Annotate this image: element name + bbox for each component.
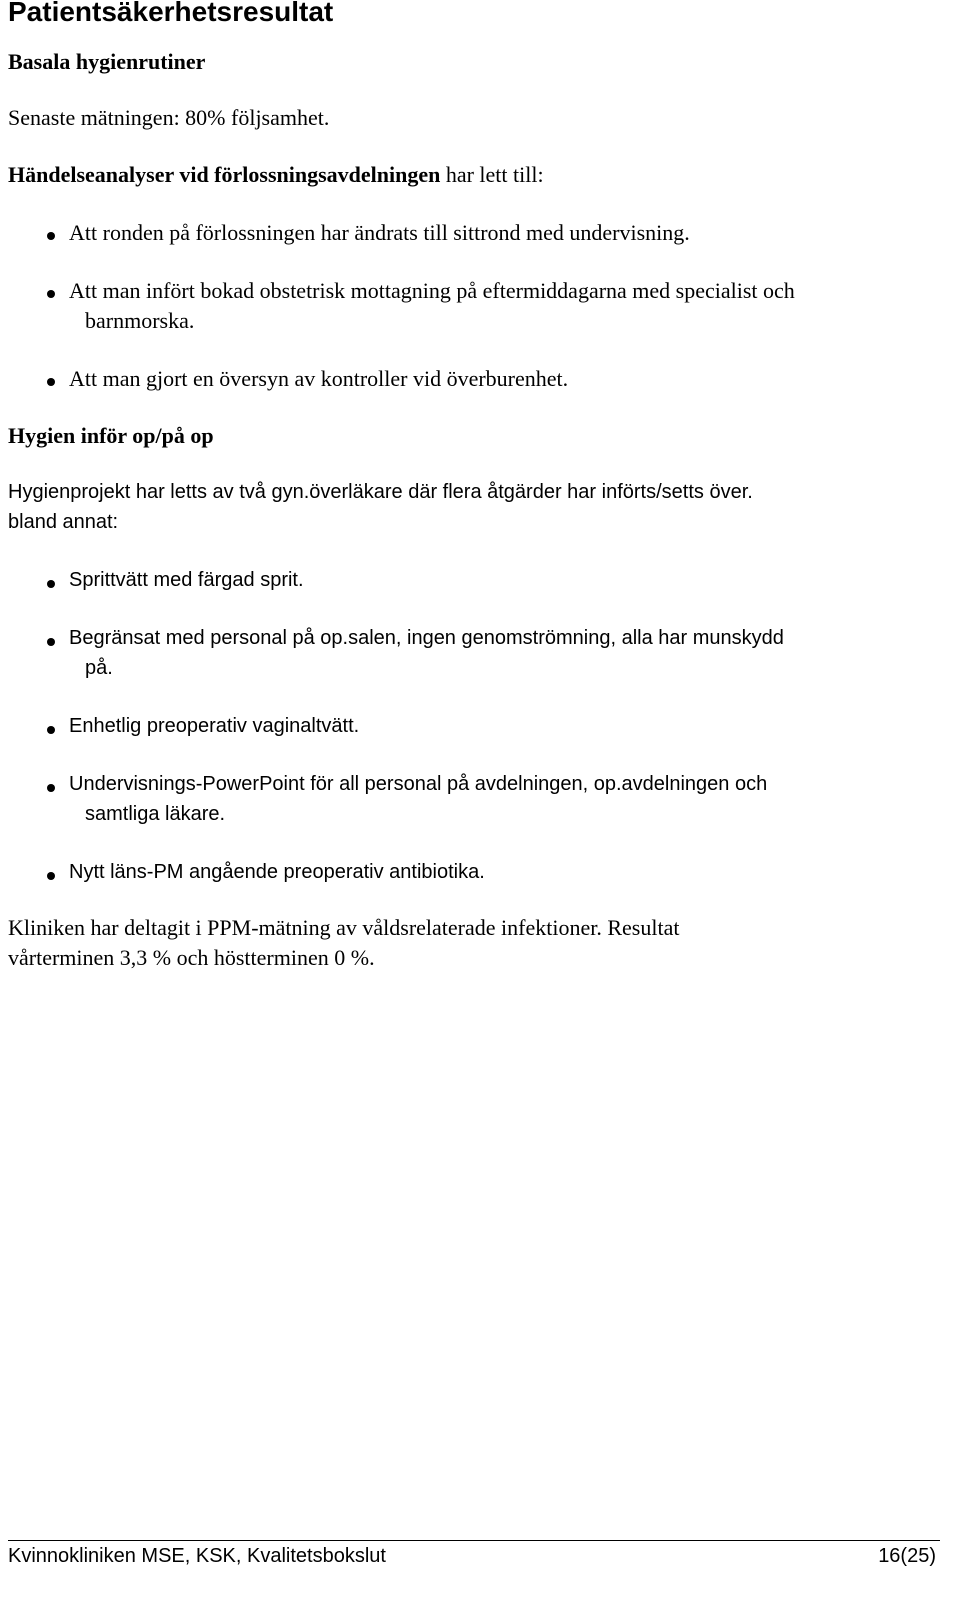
list-item: Att ronden på förlossningen har ändrats till sittrond med undervisning. — [69, 220, 690, 245]
list-item: Undervisnings-PowerPoint för all personal på avdelningen, op.avdelningen och — [69, 773, 768, 795]
list-item: Att man infört bokad obstetrisk mottagning på eftermiddagarna med specialist och — [69, 278, 795, 303]
bullet-icon — [47, 872, 55, 880]
analysis-intro — [8, 160, 544, 190]
closing-line2: vårterminen 3,3 % och höstterminen 0 %. — [8, 945, 375, 970]
page-number: 16(25) — [878, 1545, 936, 1567]
project-intro-line2: bland annat: — [8, 511, 119, 533]
bullet-icon — [47, 638, 55, 646]
bullet-icon — [47, 290, 55, 298]
bullet-icon — [47, 784, 55, 792]
list-item-continuation: samtliga läkare. — [85, 803, 226, 825]
measurement-text: Senaste mätningen: 80% följsamhet. — [8, 105, 330, 130]
bullet-icon — [47, 232, 55, 240]
list-item: Nytt läns-PM angående preoperativ antibiotika. — [69, 861, 485, 883]
list-item-continuation: på. — [85, 657, 113, 679]
footer-divider — [8, 1540, 940, 1541]
list-item-continuation: barnmorska. — [85, 308, 195, 333]
section-heading-hygien-op: Hygien inför op/på op — [8, 423, 214, 448]
page-title: Patientsäkerhetsresultat — [8, 0, 334, 27]
closing-line1: Kliniken har deltagit i PPM-mätning av våldsrelaterade infektioner. Resultat — [8, 915, 680, 940]
list-item: Enhetlig preoperativ vaginaltvätt. — [69, 715, 360, 737]
list-item: Sprittvätt med färgad sprit. — [69, 569, 304, 591]
analysis-intro-bold: Händelseanalyser vid förlossningsavdelningen — [8, 162, 441, 187]
footer-left-text: Kvinnokliniken MSE, KSK, Kvalitetsbokslut — [8, 1545, 386, 1567]
bullet-icon — [47, 580, 55, 588]
list-item: Att man gjort en översyn av kontroller vid överburenhet. — [69, 366, 569, 391]
list-item: Begränsat med personal på op.salen, ingen genomströmning, alla har munskydd — [69, 627, 784, 649]
project-intro-line1: Hygienprojekt har letts av två gyn.överläkare där flera åtgärder har införts/setts över. — [8, 481, 753, 503]
bullet-icon — [47, 378, 55, 386]
bullet-icon — [47, 726, 55, 734]
analysis-intro-rest: har lett till: — [440, 162, 544, 187]
section-heading-basala-hygienrutiner: Basala hygienrutiner — [8, 49, 206, 74]
